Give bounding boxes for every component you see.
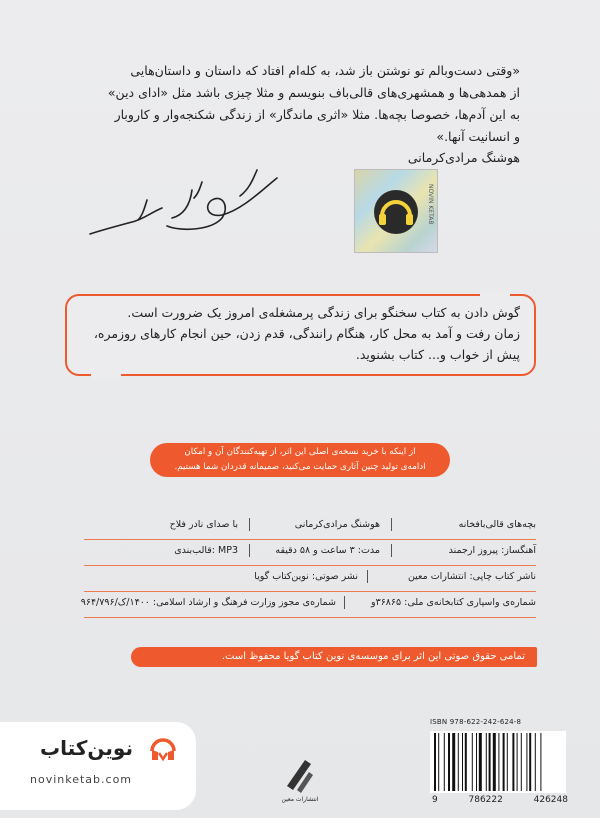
- barcode-bar: [507, 733, 508, 791]
- quote-line: از همدهی‌ها و همشهری‌های قالی‌باف بنویسم و مثلا چیزی باشد مثل «ادای دین»: [107, 85, 520, 100]
- hologram-brand: NOVIN KETAB: [427, 184, 434, 225]
- callout-text: [80, 302, 520, 365]
- barcode-bar: [503, 733, 505, 791]
- notice-line: ادامه‌ی تولید چنین آثاری حمایت می‌کنید، صمیمانه قدردان شما هستیم.: [174, 462, 426, 472]
- isbn-label: ISBN 978-622-242-624-8: [430, 718, 522, 726]
- headphones-icon: [355, 170, 437, 252]
- headphones-logo-icon: [148, 735, 178, 765]
- quote-author: هوشنگ مرادی‌کرمانی: [407, 150, 520, 165]
- barcode-digit-group: 9: [432, 795, 438, 805]
- barcode-bar: [479, 733, 482, 791]
- print-publisher: ناشر کتاب چاپی: انتشارات معین: [407, 571, 536, 582]
- barcode-bar: [458, 733, 459, 791]
- barcode-bar: [535, 733, 536, 791]
- callout-box: [65, 294, 536, 376]
- barcode-bar: [493, 733, 496, 791]
- barcode-bar: [498, 733, 499, 791]
- copyright-banner: تمامی حقوق صوتی این اثر برای موسسه‌ی نوین کتاب گویا محفوظ است.: [131, 647, 537, 667]
- hologram-sticker: [354, 169, 438, 253]
- barcode-bar: [476, 733, 477, 791]
- license-number: شماره‌ی مجوز وزارت فرهنگ و ارشاد اسلامی: ۱۴۰۰/ک/۹۶۴/۷۹۶: [80, 597, 336, 608]
- barcode-digits: [432, 795, 568, 805]
- callout-line: گوش دادن به کتاب سخنگو برای زندگی پرمشغله‌ی امروز یک ضرورت است.: [127, 305, 520, 320]
- author-signature: [72, 160, 292, 245]
- barcode: [430, 731, 566, 793]
- barcode-bar: [540, 733, 541, 791]
- barcode-bar: [517, 733, 518, 791]
- callout-line: زمان رفت و آمد به محل کار، هنگام رانندگی، قدم زدن، حین انجام کارهای روزمره،: [93, 326, 520, 341]
- barcode-digit-group: 426248: [533, 795, 568, 805]
- brand-name: نوین‌کتاب: [40, 736, 133, 760]
- barcode-bar: [444, 733, 445, 791]
- book-format: قالب‌بندی: MP3: [174, 545, 238, 556]
- barcode-bar: [465, 733, 467, 791]
- barcode-bar: [489, 733, 491, 791]
- barcode-bar: [526, 733, 527, 791]
- barcode-bar: [486, 733, 487, 791]
- barcode-digit-group: 786222: [468, 795, 503, 805]
- author-quote: [80, 60, 520, 148]
- publisher-label: انتشارات معین: [281, 796, 319, 803]
- book-duration: مدت: ۳ ساعت و ۵۸ دقیقه: [275, 545, 380, 556]
- details-row: [84, 514, 536, 540]
- quote-line: و انسانیت آنها.»: [436, 129, 520, 144]
- quote-line: «وقتی دست‌وبالم تو نوشتن باز شد، به کله‌ام افتاد که داستان و داستان‌هایی: [130, 63, 520, 78]
- callout-line: پیش از خواب و... کتاب بشنوید.: [355, 347, 520, 362]
- book-author: هوشنگ مرادی‌کرمانی: [294, 519, 380, 530]
- barcode-bar: [512, 733, 514, 791]
- quote-line: به این آدم‌ها، خصوصا بچه‌ها. مثلا «اثری ماندگار» از زندگی شکنجه‌وار و کاروبار: [114, 107, 520, 122]
- notice-line: از اینکه با خرید نسخه‌ی اصلی این اثر، از تهیه‌کنندگان آن و امکان: [184, 447, 416, 457]
- barcode-bar: [434, 733, 436, 791]
- barcode-bar: [462, 733, 463, 791]
- barcode-bar: [472, 733, 473, 791]
- book-title: بچه‌های قالی‌بافخانه: [458, 519, 536, 530]
- barcode-bar: [438, 733, 439, 791]
- book-narrator: با صدای نادر فلاح: [169, 519, 238, 530]
- brand-url: novinketab.com: [30, 773, 133, 786]
- publisher-logo-icon: [279, 750, 319, 800]
- novinketab-logo: [0, 722, 196, 810]
- book-details: [80, 514, 536, 618]
- support-notice: [150, 443, 450, 477]
- details-row: [84, 566, 536, 592]
- barcode-bar: [529, 733, 531, 791]
- book-composer: آهنگساز: پیروز ارجمند: [448, 545, 536, 556]
- details-row: [84, 540, 536, 566]
- barcode-bar: [448, 733, 450, 791]
- details-row: [80, 592, 536, 618]
- audio-publisher: نشر صوتی: نوین‌کتاب گویا: [254, 571, 358, 582]
- barcode-bar: [452, 733, 455, 791]
- barcode-bar: [521, 733, 522, 791]
- library-number: شماره‌ی واسپاری کتابخانه‌ی ملی: ۳۶۸۶۵و: [371, 597, 536, 608]
